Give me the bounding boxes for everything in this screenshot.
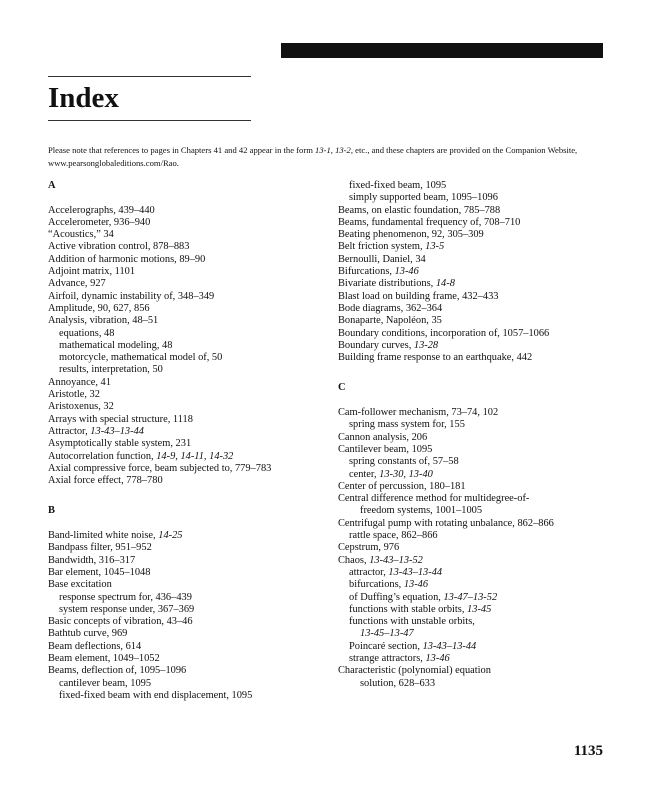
title-rule-bottom bbox=[48, 120, 251, 121]
spacer bbox=[48, 487, 313, 505]
index-entry: Bonaparte, Napoléon, 35 bbox=[338, 315, 442, 327]
index-entry: Beam element, 1049–1052 bbox=[48, 652, 160, 664]
index-subentry: simply supported beam, 1095–1096 bbox=[349, 192, 498, 204]
spacer bbox=[48, 192, 313, 204]
index-entry: Beams, deflection of, 1095–1096 bbox=[48, 665, 187, 677]
index-entry: Belt friction system, 13-5 bbox=[338, 241, 445, 253]
index-entry: Beating phenomenon, 92, 305–309 bbox=[338, 229, 484, 241]
index-entry: Band-limited white noise, 14-25 bbox=[48, 530, 183, 542]
index-subentry: results, interpretation, 50 bbox=[59, 364, 163, 376]
index-entry: Centrifugal pump with rotating unbalance, 862–866 bbox=[338, 517, 554, 529]
index-entry: Chaos, 13-43–13-52 bbox=[338, 554, 423, 566]
index-entry: Boundary conditions, incorporation of, 1057–1066 bbox=[338, 327, 550, 339]
companion-website-note: Please note that references to pages in Chapters 41 and 42 appear in the form 13-1, 13-2, etc., and these chapters are provided on the Companion Website, www.pearsonglobaleditions.com/Rao. bbox=[48, 145, 578, 168]
index-entry: Bandpass filter, 951–952 bbox=[48, 542, 152, 554]
index-entry: Active vibration control, 878–883 bbox=[48, 241, 190, 253]
index-entry: Aristoxenus, 32 bbox=[48, 401, 114, 413]
index-entry: “Acoustics,” 34 bbox=[48, 229, 114, 241]
index-entry: Central difference method for multidegree-of- bbox=[338, 493, 530, 505]
index-entry: Bandwidth, 316–317 bbox=[48, 554, 136, 566]
section-heading-a: A bbox=[48, 180, 56, 191]
index-entry: Amplitude, 90, 627, 856 bbox=[48, 302, 150, 314]
index-subentry: bifurcations, 13-46 bbox=[349, 579, 429, 591]
index-subentry: Poincaré section, 13-43–13-44 bbox=[349, 640, 477, 652]
index-entry: Bathtub curve, 969 bbox=[48, 628, 128, 640]
index-entry: Accelerometer, 936–940 bbox=[48, 216, 151, 228]
index-column-left bbox=[48, 180, 313, 702]
index-entry: Bivariate distributions, 14-8 bbox=[338, 278, 455, 290]
index-entry: Advance, 927 bbox=[48, 278, 106, 290]
index-entry: Bode diagrams, 362–364 bbox=[338, 302, 443, 314]
index-entry-continuation: solution, 628–633 bbox=[360, 677, 436, 689]
index-entry: Bifurcations, 13-46 bbox=[338, 266, 419, 278]
index-subentry: motorcycle, mathematical model of, 50 bbox=[59, 352, 223, 364]
index-subentry: mathematical modeling, 48 bbox=[59, 339, 173, 351]
page-title: Index bbox=[48, 82, 119, 114]
index-subentry: functions with unstable orbits, bbox=[349, 616, 475, 628]
index-entry: Bar element, 1045–1048 bbox=[48, 566, 151, 578]
index-subentry: functions with stable orbits, 13-45 bbox=[349, 603, 492, 615]
index-entry: Asymptotically stable system, 231 bbox=[48, 438, 192, 450]
index-entry: Basic concepts of vibration, 43–46 bbox=[48, 616, 193, 628]
spacer bbox=[338, 395, 603, 407]
index-entry: Boundary curves, 13-28 bbox=[338, 339, 439, 351]
index-subentry: rattle space, 862–866 bbox=[349, 530, 438, 542]
index-entry: Arrays with special structure, 1118 bbox=[48, 413, 193, 425]
index-subentry: attractor, 13-43–13-44 bbox=[349, 566, 443, 578]
index-entry: Axial compressive force, beam subjected to, 779–783 bbox=[48, 462, 272, 474]
section-heading-b: B bbox=[48, 505, 55, 517]
index-entry: Addition of harmonic motions, 89–90 bbox=[48, 253, 206, 265]
index-entry: Center of percussion, 180–181 bbox=[338, 480, 466, 492]
index-entry: Axial force effect, 778–780 bbox=[48, 475, 163, 487]
index-subentry: of Duffing’s equation, 13-47–13-52 bbox=[349, 591, 498, 603]
index-entry: Base excitation bbox=[48, 579, 112, 591]
index-entry: Cam-follower mechanism, 73–74, 102 bbox=[338, 407, 499, 419]
header-black-bar bbox=[281, 43, 603, 58]
section-heading-c: C bbox=[338, 382, 346, 394]
index-entry: Analysis, vibration, 48–51 bbox=[48, 315, 159, 327]
index-entry: Adjoint matrix, 1101 bbox=[48, 266, 136, 278]
index-subentry: spring mass system for, 155 bbox=[349, 419, 465, 431]
index-subentry: response spectrum for, 436–439 bbox=[59, 591, 192, 603]
index-entry: Blast load on building frame, 432–433 bbox=[338, 290, 499, 302]
index-entry: Cantilever beam, 1095 bbox=[338, 443, 433, 455]
index-subentry: center, 13-30, 13-40 bbox=[349, 468, 433, 480]
index-entry: Cannon analysis, 206 bbox=[338, 431, 428, 443]
index-subentry: strange attractors, 13-46 bbox=[349, 652, 450, 664]
index-entry: Cepstrum, 976 bbox=[338, 542, 400, 554]
spacer bbox=[48, 518, 313, 530]
index-entry: Autocorrelation function, 14-9, 14-11, 14-32 bbox=[48, 450, 234, 462]
index-subentry: fixed-fixed beam, 1095 bbox=[349, 180, 447, 191]
spacer bbox=[338, 364, 603, 382]
index-entry: Beam deflections, 614 bbox=[48, 640, 142, 652]
index-entry-continuation: freedom systems, 1001–1005 bbox=[360, 505, 483, 517]
title-rule-top bbox=[48, 76, 251, 77]
index-subentry: system response under, 367–369 bbox=[59, 603, 195, 615]
index-entry: Bernoulli, Daniel, 34 bbox=[338, 253, 426, 265]
index-entry: Aristotle, 32 bbox=[48, 389, 100, 401]
page-number: 1135 bbox=[573, 743, 603, 759]
index-entry: Beams, fundamental frequency of, 708–710 bbox=[338, 216, 521, 228]
index-subentry: spring constants of, 57–58 bbox=[349, 456, 459, 468]
index-entry: Annoyance, 41 bbox=[48, 376, 111, 388]
index-entry-continuation: 13-45–13-47 bbox=[360, 628, 414, 640]
index-entry: Airfoil, dynamic instability of, 348–349 bbox=[48, 290, 215, 302]
index-subentry: equations, 48 bbox=[59, 327, 115, 339]
index-column-right bbox=[338, 180, 603, 690]
index-entry: Beams, on elastic foundation, 785–788 bbox=[338, 204, 501, 216]
index-entry: Building frame response to an earthquake, 442 bbox=[338, 352, 533, 364]
index-entry: Attractor, 13-43–13-44 bbox=[48, 425, 144, 437]
index-subentry: cantilever beam, 1095 bbox=[59, 677, 152, 689]
index-entry: Characteristic (polynomial) equation bbox=[338, 665, 491, 677]
index-entry: Accelerographs, 439–440 bbox=[48, 204, 155, 216]
index-subentry: fixed-fixed beam with end displacement, 1095 bbox=[59, 689, 253, 701]
